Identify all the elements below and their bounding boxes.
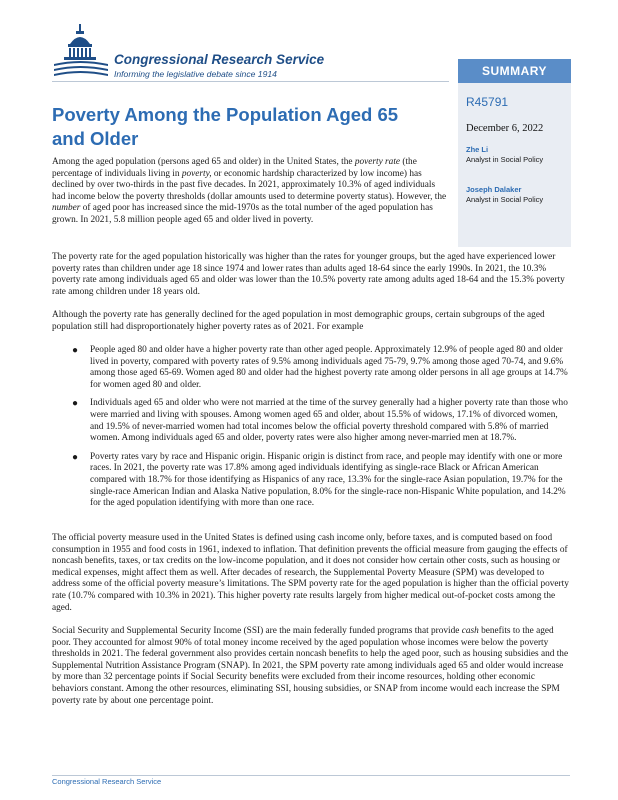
header-divider	[52, 81, 449, 82]
intro-paragraph: Among the aged population (persons aged 65 and older) in the United States, the poverty rate (the percentage of individuals living in poverty, or economic hardship characterized by low income) has declined by over two-thirds in the past five decades. In 2021, approximately 10.3% of aged individuals had income below the poverty thresholds (dollar amounts used to determine poverty status). However, the number of aged poor has increased since the mid-1970s as the total number of the aged population has grown. In 2021, 5.8 million people aged 65 and older lived in poverty.	[52, 157, 447, 225]
body-paragraph: The poverty rate for the aged population historically was higher than the rates for younger groups, but the aged have experienced lower poverty rates than children under age 18 since 1974 and lower rates than adults aged 18-64 since the early 1990s. In 2021, the 10.3% poverty rate among individuals aged 65 and older was lower than the 10.5% poverty rate among adults aged 18-64 and the 15.3% poverty rate among children under 18 years old.	[52, 252, 565, 297]
bullet-list	[52, 345, 570, 517]
author-name: Zhe Li	[466, 145, 489, 154]
author-block	[466, 185, 543, 205]
bullet-icon: ●	[72, 398, 79, 410]
summary-sidebar	[458, 59, 571, 247]
page-title: Poverty Among the Population Aged 65 and Older	[52, 104, 399, 149]
list-item: ● Individuals aged 65 and older who were not married at the time of the survey generally had a higher poverty rate than those who were married and living with spouses. Among women aged 65 and older, about 15.5% of widows, 17.1% of divorced women, and 19.5% of never-married women had total incomes below the official poverty threshold compared with 5.8% of married women. Among individuals aged 65 and older, poverty rates were also higher among never-married men at 18.7%.	[72, 398, 568, 444]
body-paragraph: Although the poverty rate has generally declined for the aged population in most demographic groups, certain subgroups of the aged population still had disproportionately higher poverty rates as of 2021. For example	[52, 310, 545, 332]
author-title: Analyst in Social Policy	[466, 155, 544, 164]
list-item: ● Poverty rates vary by race and Hispanic origin. Hispanic origin is distinct from race, and people may identify with one or more races. In 2021, the poverty rate was 17.8% among aged individuals identifying as single-race Black or African American compared with 18.7% for those identifying as Hispanics of any race, 13.3% for the single-race Asian population, 19.7% for the single-race American Indian and Alaska Native population, 8.0% for the single-race non-Hispanic White population, and 14.2% for the aged population identifying with more than one race.	[72, 451, 566, 509]
capitol-dome-icon	[52, 22, 110, 78]
summary-label: SUMMARY	[458, 59, 571, 83]
report-id: R45791	[466, 95, 509, 109]
footer-org-name: Congressional Research Service	[52, 777, 162, 786]
org-tagline: Informing the legislative debate since 1914	[114, 69, 277, 79]
body-paragraph: Social Security and Supplemental Security Income (SSI) are the main federally funded programs that provide cash benefits to the aged poor. They accounted for almost 90% of total money income received by the aged population whose incomes were below the poverty thresholds in 2021. The federal government also provides certain noncash benefits to help the aged poor, such as housing subsidies and the Supplemental Nutrition Assistance Program (SNAP). In 2021, the SPM poverty rate among individuals aged 65 and older would increase by more than 32 percentage points if Social Security benefits were excluded from their income resources, holding other economic behaviors constant. Among the other resources, eliminating SSI, housing subsidies, or SNAP from income would each increase the SPM poverty rate by about one percentage point.	[52, 626, 569, 706]
bullet-icon: ●	[72, 451, 79, 463]
emphasis-term: cash	[461, 626, 479, 636]
author-block	[466, 145, 543, 165]
emphasis-term: poverty rate	[354, 157, 401, 167]
author-title: Analyst in Social Policy	[466, 195, 544, 204]
author-name: Joseph Dalaker	[466, 185, 522, 194]
body-paragraph: The official poverty measure used in the United States is defined using cash income only, before taxes, and is computed based on food consumption in 1955 and food costs in 1961, indexed to inflation. That definition prevents the official measure from gauging the effects of noncash benefits, taxes, or tax credits on the low-income population, and it does not consider how certain other costs, such as housing or medical expenses, might affect them as well. After decades of research, the Supplemental Poverty Measure (SPM) was developed to address some of the official poverty measure’s limitations. The SPM poverty rate for the aged population is higher than the official poverty rate (10.7% compared with 10.3% in 2021). This higher poverty rate results largely from higher medical out-of-pocket costs among the aged.	[52, 533, 569, 613]
crs-logo	[52, 22, 342, 82]
emphasis-term: number	[52, 203, 81, 214]
report-date: December 6, 2022	[466, 123, 544, 134]
list-item: ● People aged 80 and older have a higher poverty rate than other aged people. Approximately 12.9% of people aged 80 and older lived in poverty, compared with poverty rates of 9.5% among individuals aged 75-79, 9.7% among those aged 70-74, and 9.6% among those aged 65-69. Women aged 80 and older had the highest poverty rate among older persons in all age groups at 14.7% for women aged 80 and older.	[72, 345, 568, 390]
emphasis-term: poverty,	[181, 168, 212, 179]
footer-divider	[52, 775, 570, 776]
bullet-icon: ●	[72, 345, 79, 356]
org-name: Congressional Research Service	[114, 52, 325, 67]
